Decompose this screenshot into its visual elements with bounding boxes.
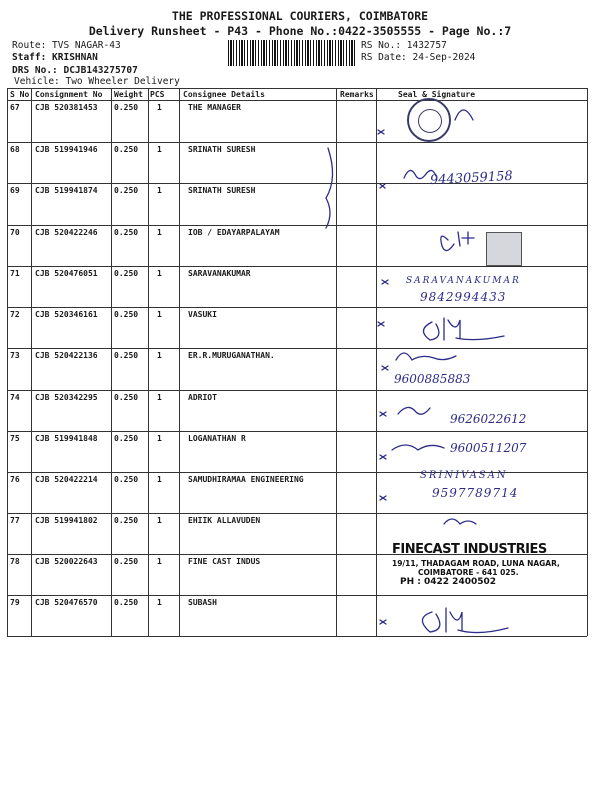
cell-consignee: FINE CAST INDUS xyxy=(188,557,261,566)
drs-number: DRS No.: DCJB143275707 xyxy=(12,65,138,76)
handwritten-name: SRINIVASAN xyxy=(420,470,508,481)
cell-consignee: SRINATH SURESH xyxy=(188,145,256,154)
cell-sno: 79 xyxy=(10,598,20,607)
cell-consignment: CJB 520342295 xyxy=(35,393,98,402)
cell-weight: 0.250 xyxy=(114,351,139,360)
cell-consignment: CJB 520346161 xyxy=(35,310,98,319)
cell-sno: 67 xyxy=(10,103,20,112)
cell-weight: 0.250 xyxy=(114,228,139,237)
handwritten-phone: 9597789714 xyxy=(432,486,519,500)
cell-sno: 71 xyxy=(10,269,20,278)
tick-mark xyxy=(380,455,386,459)
cell-weight: 0.250 xyxy=(114,516,139,525)
cell-weight: 0.250 xyxy=(114,310,139,319)
tick-mark xyxy=(382,366,388,370)
cell-weight: 0.250 xyxy=(114,434,139,443)
col-signature: Seal & Signature xyxy=(398,90,476,99)
cell-pcs: 1 xyxy=(157,598,162,607)
cell-consignment: CJB 520476051 xyxy=(35,269,98,278)
col-consignment: Consignment No xyxy=(35,90,103,99)
cell-pcs: 1 xyxy=(157,310,162,319)
cell-weight: 0.250 xyxy=(114,103,139,112)
bracket-stroke xyxy=(326,148,333,228)
stamp-phone: PH : 0422 2400502 xyxy=(400,577,497,587)
handwritten-phone: 9600511207 xyxy=(450,441,527,455)
route-label: Route: TVS NAGAR-43 xyxy=(12,40,121,51)
tick-mark xyxy=(380,412,386,416)
stamp-company-name: FINECAST INDUSTRIES xyxy=(392,542,547,557)
cell-consignment: CJB 520422136 xyxy=(35,351,98,360)
cell-consignment: CJB 519941946 xyxy=(35,145,98,154)
cell-consignment: CJB 520476570 xyxy=(35,598,98,607)
cell-consignment: CJB 520381453 xyxy=(35,103,98,112)
tick-mark xyxy=(380,620,386,624)
signature-stroke xyxy=(422,608,508,633)
col-consignee: Consignee Details xyxy=(183,90,265,99)
cell-pcs: 1 xyxy=(157,434,162,443)
cell-pcs: 1 xyxy=(157,557,162,566)
cell-weight: 0.250 xyxy=(114,475,139,484)
signature-stroke xyxy=(396,353,456,360)
col-remarks: Remarks xyxy=(340,90,374,99)
cell-weight: 0.250 xyxy=(114,393,139,402)
cell-pcs: 1 xyxy=(157,186,162,195)
signature-stroke xyxy=(441,232,474,251)
signature-stroke xyxy=(392,445,444,450)
handwritten-phone: 9842994433 xyxy=(420,290,507,304)
cell-sno: 75 xyxy=(10,434,20,443)
cell-sno: 78 xyxy=(10,557,20,566)
handwritten-phone: 9626022612 xyxy=(450,412,527,426)
cell-weight: 0.250 xyxy=(114,598,139,607)
cell-pcs: 1 xyxy=(157,393,162,402)
tick-mark xyxy=(378,130,384,134)
cell-consignee: LOGANATHAN R xyxy=(188,434,246,443)
signature-stroke xyxy=(455,110,473,120)
signature-stroke xyxy=(423,318,504,340)
cell-pcs: 1 xyxy=(157,103,162,112)
cell-consignee: VASUKI xyxy=(188,310,217,319)
cell-pcs: 1 xyxy=(157,475,162,484)
cell-sno: 70 xyxy=(10,228,20,237)
cell-consignment: CJB 519941802 xyxy=(35,516,98,525)
cell-consignment: CJB 520422246 xyxy=(35,228,98,237)
cell-pcs: 1 xyxy=(157,516,162,525)
staff-label: Staff: KRISHNAN xyxy=(12,52,98,63)
cell-weight: 0.250 xyxy=(114,269,139,278)
cell-consignee: SUBASH xyxy=(188,598,217,607)
rs-date: RS Date: 24-Sep-2024 xyxy=(361,52,476,63)
cell-pcs: 1 xyxy=(157,269,162,278)
cell-sno: 68 xyxy=(10,145,20,154)
cell-consignment: CJB 519941874 xyxy=(35,186,98,195)
tick-mark xyxy=(378,322,384,326)
handwritten-phone: 9600885883 xyxy=(394,372,471,386)
cell-pcs: 1 xyxy=(157,351,162,360)
cell-sno: 77 xyxy=(10,516,20,525)
vehicle-label: Vehicle: Two Wheeler Delivery xyxy=(14,76,180,87)
cell-consignee: SAMUDHIRAMAA ENGINEERING xyxy=(188,475,304,484)
cell-pcs: 1 xyxy=(157,145,162,154)
finecast-stamp xyxy=(392,542,560,587)
company-title: THE PROFESSIONAL COURIERS, COIMBATORE xyxy=(171,9,429,23)
signature-stroke xyxy=(444,519,476,524)
tick-mark xyxy=(380,496,386,500)
cell-sno: 73 xyxy=(10,351,20,360)
cell-sno: 69 xyxy=(10,186,20,195)
handwritten-phone: 9443059158 xyxy=(429,168,514,189)
cell-consignee: IOB / EDAYARPALAYAM xyxy=(188,228,280,237)
tick-mark xyxy=(382,280,388,284)
col-sno: S No xyxy=(10,90,30,99)
signature-stroke xyxy=(398,407,430,414)
cell-sno: 76 xyxy=(10,475,20,484)
cell-sno: 72 xyxy=(10,310,20,319)
tick-mark xyxy=(380,184,385,188)
cell-consignee: SRINATH SURESH xyxy=(188,186,256,195)
cell-consignee: ER.R.MURUGANATHAN. xyxy=(188,351,275,360)
cell-weight: 0.250 xyxy=(114,145,139,154)
cell-consignee: ADRIOT xyxy=(188,393,217,402)
bank-stamp xyxy=(486,232,522,266)
cell-consignee: EHIIK ALLAVUDEN xyxy=(188,516,261,525)
cell-consignment: CJB 520022643 xyxy=(35,557,98,566)
cell-consignee: THE MANAGER xyxy=(188,103,241,112)
cell-sno: 74 xyxy=(10,393,20,402)
handwritten-name: SARAVANAKUMAR xyxy=(406,276,521,286)
cell-weight: 0.250 xyxy=(114,557,139,566)
stamp-address-line: 19/11, THADAGAM ROAD, LUNA NAGAR, xyxy=(392,559,560,568)
cell-weight: 0.250 xyxy=(114,186,139,195)
cell-consignment: CJB 519941848 xyxy=(35,434,98,443)
col-weight: Weight xyxy=(114,90,143,99)
stamp-address-line: COIMBATORE - 641 025. xyxy=(418,568,519,577)
cell-pcs: 1 xyxy=(157,228,162,237)
col-pcs: PCS xyxy=(150,90,165,99)
rs-number: RS No.: 1432757 xyxy=(361,40,447,51)
cell-consignment: CJB 520422214 xyxy=(35,475,98,484)
cell-consignee: SARAVANAKUMAR xyxy=(188,269,251,278)
runsheet-title: Delivery Runsheet - P43 - Phone No.:0422-3505555 - Page No.:7 xyxy=(88,24,512,38)
